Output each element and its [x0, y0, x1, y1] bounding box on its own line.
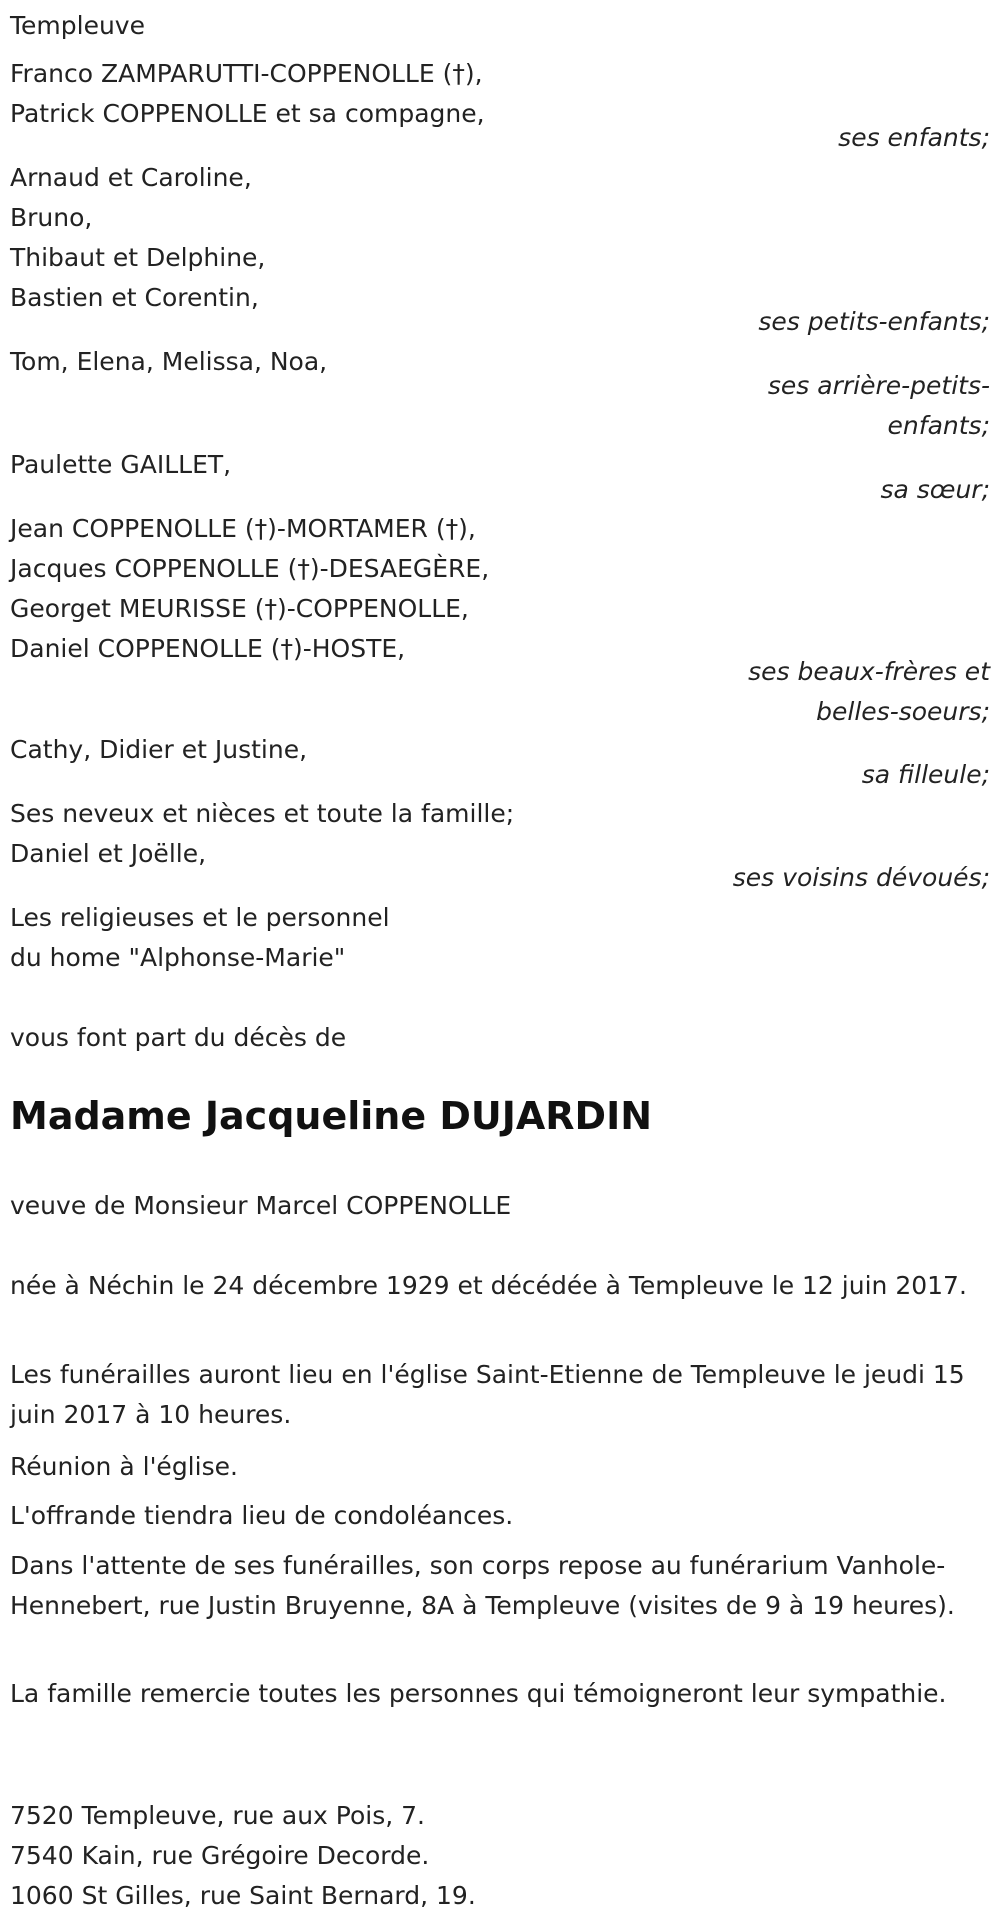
announcement-intro: vous font part du décès de [10, 1023, 347, 1052]
family-name: Bastien et Corentin, [10, 283, 259, 312]
relation-label: sa sœur; [880, 475, 990, 504]
family-group-grandchildren [10, 158, 265, 318]
family-name: Ses neveux et nièces et toute la famille; [10, 799, 515, 828]
deceased-name: Madame Jacqueline DUJARDIN [10, 1094, 653, 1138]
relation-label: ses petits-enfants; [758, 307, 990, 336]
family-name: Franco ZAMPARUTTI-COPPENOLLE (†), [10, 59, 483, 88]
funeral-paragraph: Les funérailles auront lieu en l'église Saint-Etienne de Templeuve le jeudi 15 juin 2017 à 10 heures. [10, 1360, 965, 1429]
family-group-children [10, 54, 485, 134]
thanks-paragraph: La famille remercie toutes les personnes qui témoigneront leur sympathie. [10, 1679, 947, 1708]
family-name: Jean COPPENOLLE (†)-MORTAMER (†), [10, 514, 476, 543]
family-name: Bruno, [10, 203, 93, 232]
addresses-block [10, 1796, 476, 1916]
birth-death-paragraph: née à Néchin le 24 décembre 1929 et décédée à Templeuve le 12 juin 2017. [10, 1271, 967, 1300]
address-line: 7540 Kain, rue Grégoire Decorde. [10, 1841, 430, 1870]
relation-label: ses voisins dévoués; [732, 863, 990, 892]
relation-label: sa filleule; [861, 760, 990, 789]
offering-paragraph: L'offrande tiendra lieu de condoléances. [10, 1501, 514, 1530]
family-name: Daniel et Joëlle, [10, 839, 207, 868]
family-name: Daniel COPPENOLLE (†)-HOSTE, [10, 634, 406, 663]
family-name: Arnaud et Caroline, [10, 163, 252, 192]
family-group-sister [10, 445, 231, 485]
rest-paragraph: Dans l'attente de ses funérailles, son corps repose au funérarium Vanhole-Hennebert, rue Justin Bruyenne, 8A à Templeuve (visites de 9 à 19 heures). [10, 1551, 955, 1620]
family-group-in-laws [10, 509, 489, 669]
family-name: Les religieuses et le personnel [10, 903, 390, 932]
town-header: Templeuve [10, 11, 145, 40]
address-line: 7520 Templeuve, rue aux Pois, 7. [10, 1801, 425, 1830]
family-group-neighbours [10, 794, 514, 874]
family-group-home [10, 898, 390, 978]
family-name: Tom, Elena, Melissa, Noa, [10, 347, 328, 376]
relation-label: ses beaux-frères et belles-soeurs; [748, 657, 990, 726]
family-name: Cathy, Didier et Justine, [10, 735, 308, 764]
spouse-line: veuve de Monsieur Marcel COPPENOLLE [10, 1191, 512, 1220]
relation-label: ses arrière-petits-enfants; [767, 371, 990, 440]
family-name: Paulette GAILLET, [10, 450, 232, 479]
meeting-paragraph: Réunion à l'église. [10, 1452, 238, 1481]
family-name: du home "Alphonse-Marie" [10, 943, 346, 972]
family-name: Georget MEURISSE (†)-COPPENOLLE, [10, 594, 469, 623]
family-group-great-grandchildren [10, 342, 327, 382]
family-name: Jacques COPPENOLLE (†)-DESAEGÈRE, [10, 554, 490, 583]
family-name: Patrick COPPENOLLE et sa compagne, [10, 99, 485, 128]
family-name: Thibaut et Delphine, [10, 243, 266, 272]
relation-label: ses enfants; [838, 123, 990, 152]
family-group-goddaughter [10, 730, 307, 770]
address-line: 1060 St Gilles, rue Saint Bernard, 19. [10, 1881, 476, 1910]
